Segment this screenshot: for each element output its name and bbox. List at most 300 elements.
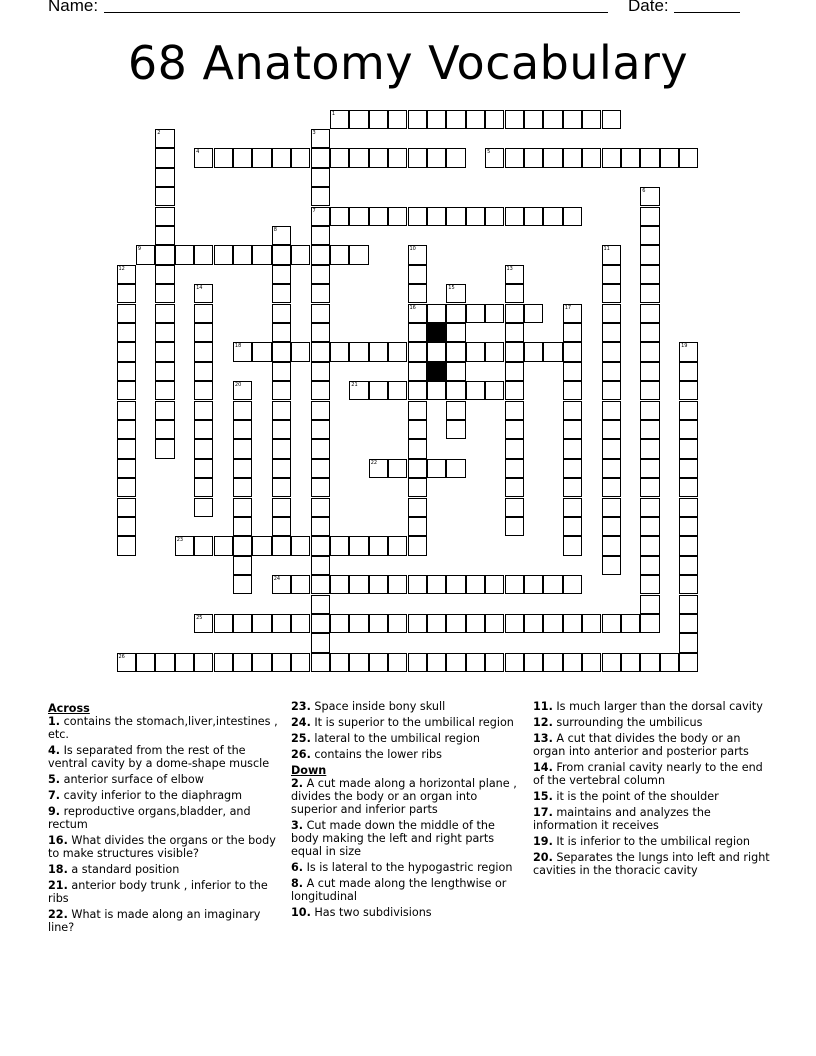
- grid-cell[interactable]: [194, 401, 213, 420]
- grid-cell[interactable]: [214, 653, 233, 672]
- grid-cell[interactable]: [505, 148, 524, 167]
- grid-cell[interactable]: [563, 362, 582, 381]
- grid-cell[interactable]: [640, 284, 659, 303]
- grid-cell[interactable]: [194, 478, 213, 497]
- grid-cell[interactable]: [330, 245, 349, 264]
- grid-cell[interactable]: [117, 498, 136, 517]
- grid-cell[interactable]: [543, 614, 562, 633]
- grid-cell[interactable]: [679, 148, 698, 167]
- grid-cell[interactable]: [524, 110, 543, 129]
- grid-cell[interactable]: [602, 517, 621, 536]
- grid-cell[interactable]: [679, 342, 698, 361]
- grid-cell[interactable]: [563, 614, 582, 633]
- grid-cell[interactable]: [155, 168, 174, 187]
- grid-cell[interactable]: [291, 148, 310, 167]
- grid-cell[interactable]: [311, 187, 330, 206]
- grid-cell[interactable]: [233, 459, 252, 478]
- grid-cell[interactable]: [679, 595, 698, 614]
- grid-cell[interactable]: [679, 556, 698, 575]
- grid-cell[interactable]: [563, 498, 582, 517]
- grid-cell[interactable]: [602, 459, 621, 478]
- grid-cell[interactable]: [117, 536, 136, 555]
- grid-cell[interactable]: [233, 401, 252, 420]
- grid-cell[interactable]: [640, 187, 659, 206]
- grid-cell[interactable]: [466, 614, 485, 633]
- grid-cell[interactable]: [311, 342, 330, 361]
- grid-cell[interactable]: [388, 459, 407, 478]
- grid-cell[interactable]: [505, 110, 524, 129]
- grid-cell[interactable]: [505, 342, 524, 361]
- grid-cell[interactable]: [505, 575, 524, 594]
- grid-cell[interactable]: [524, 342, 543, 361]
- grid-cell[interactable]: [582, 110, 601, 129]
- grid-cell[interactable]: [640, 556, 659, 575]
- grid-cell[interactable]: [155, 148, 174, 167]
- grid-cell[interactable]: [194, 420, 213, 439]
- grid-cell[interactable]: [543, 148, 562, 167]
- grid-cell[interactable]: [602, 401, 621, 420]
- grid-cell[interactable]: [602, 556, 621, 575]
- grid-cell[interactable]: [194, 284, 213, 303]
- grid-cell[interactable]: [602, 148, 621, 167]
- grid-cell[interactable]: [524, 575, 543, 594]
- grid-cell[interactable]: [155, 187, 174, 206]
- grid-cell[interactable]: [117, 439, 136, 458]
- grid-cell[interactable]: [446, 575, 465, 594]
- grid-cell[interactable]: [272, 226, 291, 245]
- grid-cell[interactable]: [563, 439, 582, 458]
- grid-cell[interactable]: [155, 207, 174, 226]
- grid-cell[interactable]: [388, 614, 407, 633]
- grid-cell[interactable]: [679, 420, 698, 439]
- grid-cell[interactable]: [369, 381, 388, 400]
- grid-cell[interactable]: [214, 614, 233, 633]
- grid-cell[interactable]: [408, 110, 427, 129]
- grid-cell[interactable]: [252, 653, 271, 672]
- grid-cell[interactable]: [563, 323, 582, 342]
- grid-cell[interactable]: [505, 207, 524, 226]
- grid-cell[interactable]: [369, 148, 388, 167]
- grid-cell[interactable]: [194, 459, 213, 478]
- grid-cell[interactable]: [640, 148, 659, 167]
- grid-cell[interactable]: [524, 304, 543, 323]
- grid-cell[interactable]: [524, 148, 543, 167]
- grid-cell[interactable]: [194, 148, 213, 167]
- grid-cell[interactable]: [194, 362, 213, 381]
- grid-cell[interactable]: [679, 401, 698, 420]
- grid-cell[interactable]: [330, 536, 349, 555]
- grid-cell[interactable]: [485, 304, 504, 323]
- grid-cell[interactable]: [505, 517, 524, 536]
- grid-cell[interactable]: [485, 575, 504, 594]
- grid-cell[interactable]: [446, 614, 465, 633]
- grid-cell[interactable]: [408, 517, 427, 536]
- grid-cell[interactable]: [349, 245, 368, 264]
- grid-cell[interactable]: [505, 323, 524, 342]
- grid-cell[interactable]: [466, 653, 485, 672]
- grid-cell[interactable]: [602, 265, 621, 284]
- grid-cell[interactable]: [485, 342, 504, 361]
- grid-cell[interactable]: [679, 575, 698, 594]
- grid-cell[interactable]: [427, 304, 446, 323]
- grid-cell[interactable]: [291, 653, 310, 672]
- grid-cell[interactable]: [349, 148, 368, 167]
- grid-cell[interactable]: [311, 284, 330, 303]
- grid-cell[interactable]: [311, 129, 330, 148]
- grid-cell[interactable]: [408, 207, 427, 226]
- grid-cell[interactable]: [543, 207, 562, 226]
- grid-cell[interactable]: [466, 381, 485, 400]
- grid-cell[interactable]: [117, 342, 136, 361]
- grid-cell[interactable]: [349, 536, 368, 555]
- grid-cell[interactable]: [485, 653, 504, 672]
- grid-cell[interactable]: [408, 614, 427, 633]
- grid-cell[interactable]: [446, 362, 465, 381]
- grid-cell[interactable]: [446, 323, 465, 342]
- grid-cell[interactable]: [349, 381, 368, 400]
- grid-cell[interactable]: [233, 614, 252, 633]
- grid-cell[interactable]: [311, 633, 330, 652]
- grid-cell[interactable]: [194, 439, 213, 458]
- grid-cell[interactable]: [408, 245, 427, 264]
- grid-cell[interactable]: [640, 595, 659, 614]
- grid-cell[interactable]: [388, 342, 407, 361]
- grid-cell[interactable]: [408, 401, 427, 420]
- grid-cell[interactable]: [602, 245, 621, 264]
- grid-cell[interactable]: [505, 614, 524, 633]
- grid-cell[interactable]: [155, 129, 174, 148]
- grid-cell[interactable]: [640, 304, 659, 323]
- grid-cell[interactable]: [311, 536, 330, 555]
- grid-cell[interactable]: [272, 362, 291, 381]
- grid-cell[interactable]: [388, 381, 407, 400]
- grid-cell[interactable]: [369, 459, 388, 478]
- grid-cell[interactable]: [291, 575, 310, 594]
- grid-cell[interactable]: [272, 265, 291, 284]
- grid-cell[interactable]: [408, 439, 427, 458]
- grid-cell[interactable]: [117, 401, 136, 420]
- grid-cell[interactable]: [563, 536, 582, 555]
- grid-cell[interactable]: [427, 653, 446, 672]
- grid-cell[interactable]: [602, 342, 621, 361]
- grid-cell[interactable]: [466, 342, 485, 361]
- grid-cell[interactable]: [446, 207, 465, 226]
- grid-cell[interactable]: [679, 653, 698, 672]
- grid-cell[interactable]: [602, 381, 621, 400]
- grid-cell[interactable]: [194, 536, 213, 555]
- grid-cell[interactable]: [446, 304, 465, 323]
- grid-cell[interactable]: [194, 342, 213, 361]
- grid-cell[interactable]: [252, 342, 271, 361]
- grid-cell[interactable]: [543, 653, 562, 672]
- grid-cell[interactable]: [272, 284, 291, 303]
- grid-cell[interactable]: [233, 342, 252, 361]
- grid-cell[interactable]: [563, 304, 582, 323]
- grid-cell[interactable]: [602, 284, 621, 303]
- grid-cell[interactable]: [543, 110, 562, 129]
- grid-cell[interactable]: [252, 536, 271, 555]
- grid-cell[interactable]: [214, 245, 233, 264]
- grid-cell[interactable]: [388, 207, 407, 226]
- grid-cell[interactable]: [311, 381, 330, 400]
- grid-cell[interactable]: [311, 148, 330, 167]
- grid-cell[interactable]: [252, 148, 271, 167]
- grid-cell[interactable]: [117, 265, 136, 284]
- grid-cell[interactable]: [272, 245, 291, 264]
- grid-cell[interactable]: [369, 342, 388, 361]
- grid-cell[interactable]: [272, 439, 291, 458]
- grid-cell[interactable]: [233, 575, 252, 594]
- grid-cell[interactable]: [602, 304, 621, 323]
- grid-cell[interactable]: [679, 517, 698, 536]
- grid-cell[interactable]: [582, 614, 601, 633]
- grid-cell[interactable]: [349, 342, 368, 361]
- grid-cell[interactable]: [679, 498, 698, 517]
- grid-cell[interactable]: [155, 304, 174, 323]
- grid-cell[interactable]: [427, 342, 446, 361]
- grid-cell[interactable]: [485, 614, 504, 633]
- grid-cell[interactable]: [369, 575, 388, 594]
- grid-cell[interactable]: [155, 653, 174, 672]
- grid-cell[interactable]: [466, 207, 485, 226]
- grid-cell[interactable]: [505, 284, 524, 303]
- grid-cell[interactable]: [233, 381, 252, 400]
- grid-cell[interactable]: [524, 653, 543, 672]
- grid-cell[interactable]: [155, 284, 174, 303]
- grid-cell[interactable]: [117, 323, 136, 342]
- grid-cell[interactable]: [679, 381, 698, 400]
- grid-cell[interactable]: [466, 575, 485, 594]
- grid-cell[interactable]: [291, 536, 310, 555]
- grid-cell[interactable]: [408, 342, 427, 361]
- grid-cell[interactable]: [117, 284, 136, 303]
- grid-cell[interactable]: [679, 614, 698, 633]
- grid-cell[interactable]: [640, 401, 659, 420]
- grid-cell[interactable]: [640, 245, 659, 264]
- grid-cell[interactable]: [446, 110, 465, 129]
- grid-cell[interactable]: [446, 381, 465, 400]
- grid-cell[interactable]: [563, 110, 582, 129]
- grid-cell[interactable]: [582, 148, 601, 167]
- grid-cell[interactable]: [388, 110, 407, 129]
- grid-cell[interactable]: [233, 420, 252, 439]
- grid-cell[interactable]: [408, 323, 427, 342]
- grid-cell[interactable]: [563, 420, 582, 439]
- grid-cell[interactable]: [349, 110, 368, 129]
- grid-cell[interactable]: [563, 342, 582, 361]
- grid-cell[interactable]: [505, 420, 524, 439]
- grid-cell[interactable]: [272, 614, 291, 633]
- grid-cell[interactable]: [621, 653, 640, 672]
- grid-cell[interactable]: [408, 459, 427, 478]
- grid-cell[interactable]: [155, 342, 174, 361]
- grid-cell[interactable]: [349, 207, 368, 226]
- grid-cell[interactable]: [427, 614, 446, 633]
- grid-cell[interactable]: [291, 614, 310, 633]
- grid-cell[interactable]: [194, 653, 213, 672]
- grid-cell[interactable]: [349, 653, 368, 672]
- grid-cell[interactable]: [155, 323, 174, 342]
- grid-cell[interactable]: [408, 653, 427, 672]
- grid-cell[interactable]: [660, 653, 679, 672]
- grid-cell[interactable]: [563, 459, 582, 478]
- grid-cell[interactable]: [369, 207, 388, 226]
- grid-cell[interactable]: [369, 110, 388, 129]
- grid-cell[interactable]: [214, 536, 233, 555]
- grid-cell[interactable]: [311, 575, 330, 594]
- grid-cell[interactable]: [272, 517, 291, 536]
- grid-cell[interactable]: [640, 536, 659, 555]
- grid-cell[interactable]: [117, 478, 136, 497]
- grid-cell[interactable]: [408, 498, 427, 517]
- grid-cell[interactable]: [272, 148, 291, 167]
- grid-cell[interactable]: [136, 245, 155, 264]
- grid-cell[interactable]: [602, 478, 621, 497]
- grid-cell[interactable]: [233, 439, 252, 458]
- grid-cell[interactable]: [640, 381, 659, 400]
- grid-cell[interactable]: [505, 459, 524, 478]
- grid-cell[interactable]: [602, 110, 621, 129]
- grid-cell[interactable]: [311, 401, 330, 420]
- grid-cell[interactable]: [117, 517, 136, 536]
- grid-cell[interactable]: [446, 284, 465, 303]
- grid-cell[interactable]: [563, 381, 582, 400]
- grid-cell[interactable]: [117, 304, 136, 323]
- grid-cell[interactable]: [252, 245, 271, 264]
- grid-cell[interactable]: [117, 459, 136, 478]
- grid-cell[interactable]: [408, 575, 427, 594]
- grid-cell[interactable]: [408, 265, 427, 284]
- grid-cell[interactable]: [155, 381, 174, 400]
- grid-cell[interactable]: [155, 245, 174, 264]
- grid-cell[interactable]: [408, 381, 427, 400]
- grid-cell[interactable]: [291, 342, 310, 361]
- grid-cell[interactable]: [330, 575, 349, 594]
- grid-cell[interactable]: [640, 420, 659, 439]
- grid-cell[interactable]: [408, 284, 427, 303]
- grid-cell[interactable]: [311, 265, 330, 284]
- grid-cell[interactable]: [427, 459, 446, 478]
- grid-cell[interactable]: [194, 245, 213, 264]
- grid-cell[interactable]: [485, 148, 504, 167]
- grid-cell[interactable]: [155, 226, 174, 245]
- grid-cell[interactable]: [388, 148, 407, 167]
- grid-cell[interactable]: [194, 498, 213, 517]
- grid-cell[interactable]: [311, 168, 330, 187]
- grid-cell[interactable]: [117, 381, 136, 400]
- grid-cell[interactable]: [233, 478, 252, 497]
- grid-cell[interactable]: [446, 342, 465, 361]
- grid-cell[interactable]: [602, 536, 621, 555]
- grid-cell[interactable]: [408, 148, 427, 167]
- grid-cell[interactable]: [311, 653, 330, 672]
- grid-cell[interactable]: [679, 439, 698, 458]
- grid-cell[interactable]: [427, 575, 446, 594]
- grid-cell[interactable]: [485, 207, 504, 226]
- grid-cell[interactable]: [311, 323, 330, 342]
- grid-cell[interactable]: [640, 575, 659, 594]
- grid-cell[interactable]: [272, 381, 291, 400]
- grid-cell[interactable]: [349, 575, 368, 594]
- grid-cell[interactable]: [233, 498, 252, 517]
- grid-cell[interactable]: [505, 478, 524, 497]
- grid-cell[interactable]: [505, 381, 524, 400]
- grid-cell[interactable]: [602, 614, 621, 633]
- grid-cell[interactable]: [136, 653, 155, 672]
- grid-cell[interactable]: [640, 362, 659, 381]
- grid-cell[interactable]: [330, 148, 349, 167]
- grid-cell[interactable]: [640, 653, 659, 672]
- grid-cell[interactable]: [640, 614, 659, 633]
- grid-cell[interactable]: [408, 420, 427, 439]
- grid-cell[interactable]: [505, 265, 524, 284]
- grid-cell[interactable]: [505, 304, 524, 323]
- grid-cell[interactable]: [446, 148, 465, 167]
- grid-cell[interactable]: [233, 517, 252, 536]
- grid-cell[interactable]: [505, 362, 524, 381]
- grid-cell[interactable]: [408, 478, 427, 497]
- grid-cell[interactable]: [272, 323, 291, 342]
- grid-cell[interactable]: [660, 148, 679, 167]
- grid-cell[interactable]: [679, 362, 698, 381]
- grid-cell[interactable]: [233, 148, 252, 167]
- grid-cell[interactable]: [330, 614, 349, 633]
- grid-cell[interactable]: [679, 536, 698, 555]
- grid-cell[interactable]: [640, 265, 659, 284]
- grid-cell[interactable]: [485, 110, 504, 129]
- grid-cell[interactable]: [369, 536, 388, 555]
- grid-cell[interactable]: [311, 459, 330, 478]
- grid-cell[interactable]: [640, 207, 659, 226]
- grid-cell[interactable]: [388, 653, 407, 672]
- grid-cell[interactable]: [563, 575, 582, 594]
- grid-cell[interactable]: [330, 342, 349, 361]
- grid-cell[interactable]: [563, 653, 582, 672]
- grid-cell[interactable]: [272, 478, 291, 497]
- grid-cell[interactable]: [563, 517, 582, 536]
- grid-cell[interactable]: [214, 148, 233, 167]
- grid-cell[interactable]: [505, 439, 524, 458]
- grid-cell[interactable]: [466, 304, 485, 323]
- grid-cell[interactable]: [330, 207, 349, 226]
- grid-cell[interactable]: [311, 420, 330, 439]
- grid-cell[interactable]: [679, 478, 698, 497]
- grid-cell[interactable]: [311, 595, 330, 614]
- grid-cell[interactable]: [117, 420, 136, 439]
- grid-cell[interactable]: [155, 439, 174, 458]
- grid-cell[interactable]: [272, 304, 291, 323]
- grid-cell[interactable]: [524, 207, 543, 226]
- grid-cell[interactable]: [272, 653, 291, 672]
- grid-cell[interactable]: [640, 459, 659, 478]
- grid-cell[interactable]: [640, 478, 659, 497]
- grid-cell[interactable]: [272, 575, 291, 594]
- grid-cell[interactable]: [446, 401, 465, 420]
- grid-cell[interactable]: [233, 556, 252, 575]
- grid-cell[interactable]: [543, 575, 562, 594]
- grid-cell[interactable]: [563, 401, 582, 420]
- grid-cell[interactable]: [602, 323, 621, 342]
- grid-cell[interactable]: [175, 536, 194, 555]
- grid-cell[interactable]: [408, 536, 427, 555]
- grid-cell[interactable]: [155, 362, 174, 381]
- grid-cell[interactable]: [311, 226, 330, 245]
- grid-cell[interactable]: [155, 420, 174, 439]
- grid-cell[interactable]: [640, 439, 659, 458]
- grid-cell[interactable]: [640, 342, 659, 361]
- grid-cell[interactable]: [175, 245, 194, 264]
- grid-cell[interactable]: [602, 420, 621, 439]
